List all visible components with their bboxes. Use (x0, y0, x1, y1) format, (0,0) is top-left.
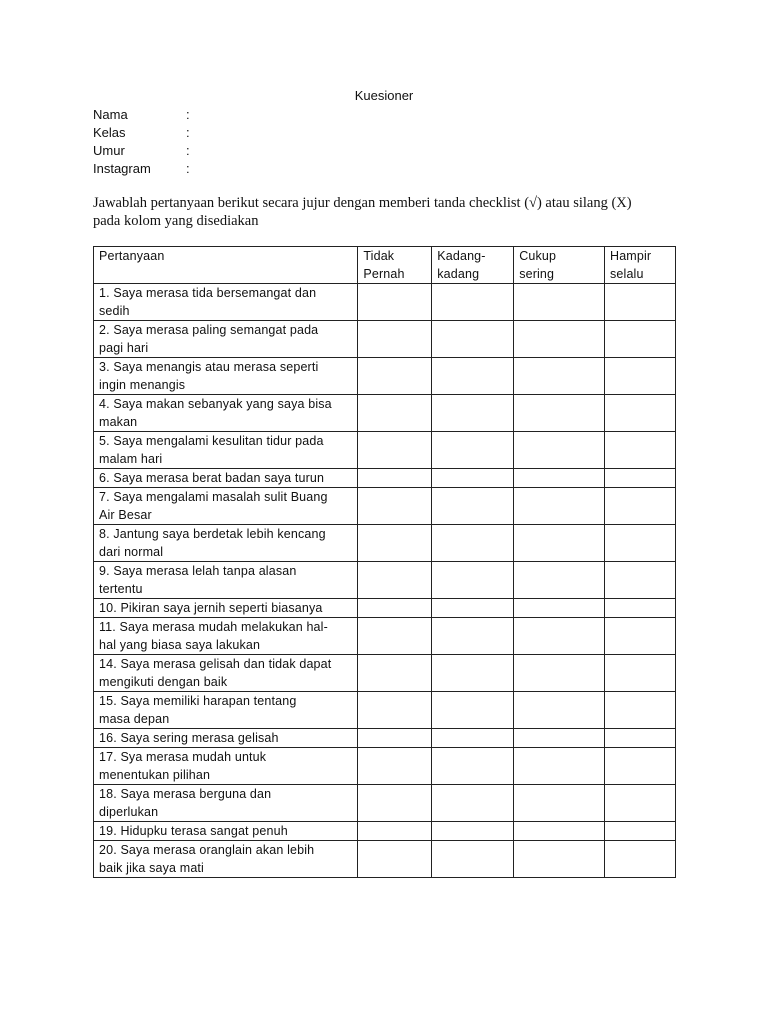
question-line: tertentu (99, 582, 143, 596)
question-line: malam hari (99, 452, 163, 466)
table-row (94, 618, 676, 655)
question-line: 17. Sya merasa mudah untuk (99, 750, 267, 764)
answer-cell-tidak-pernah[interactable] (358, 284, 432, 321)
field-kelas (93, 124, 198, 142)
answer-cell-kadang-kadang[interactable] (432, 599, 514, 618)
table-header-row (94, 247, 676, 284)
field-colon: : (186, 107, 190, 122)
answer-cell-hampir-selalu[interactable] (605, 284, 676, 321)
answer-cell-hampir-selalu[interactable] (605, 358, 676, 395)
answer-cell-tidak-pernah[interactable] (358, 469, 432, 488)
answer-cell-tidak-pernah[interactable] (358, 729, 432, 748)
header-line: kadang (437, 267, 480, 281)
answer-cell-tidak-pernah[interactable] (358, 655, 432, 692)
table-row (94, 358, 676, 395)
header-line: selalu (610, 267, 644, 281)
table-row (94, 599, 676, 618)
question-cell (94, 655, 358, 692)
table-row (94, 469, 676, 488)
answer-cell-cukup-sering[interactable] (514, 432, 605, 469)
answer-cell-hampir-selalu[interactable] (605, 655, 676, 692)
header-option-hampir-selalu (605, 247, 676, 284)
answer-cell-cukup-sering[interactable] (514, 284, 605, 321)
answer-cell-kadang-kadang[interactable] (432, 618, 514, 655)
header-option-tidak-pernah (358, 247, 432, 284)
answer-cell-hampir-selalu[interactable] (605, 395, 676, 432)
header-line: Tidak (363, 249, 395, 263)
question-line: Air Besar (99, 508, 152, 522)
answer-cell-kadang-kadang[interactable] (432, 822, 514, 841)
answer-cell-hampir-selalu[interactable] (605, 729, 676, 748)
field-colon: : (186, 161, 190, 176)
question-line: 2. Saya merasa paling semangat pada (99, 323, 319, 337)
answer-cell-tidak-pernah[interactable] (358, 488, 432, 525)
field-label: Umur (93, 143, 125, 158)
question-line: 15. Saya memiliki harapan tentang (99, 694, 297, 708)
question-line: 7. Saya mengalami masalah sulit Buang (99, 490, 328, 504)
table-row (94, 284, 676, 321)
answer-cell-cukup-sering[interactable] (514, 729, 605, 748)
answer-cell-kadang-kadang[interactable] (432, 785, 514, 822)
answer-cell-tidak-pernah[interactable] (358, 822, 432, 841)
answer-cell-hampir-selalu[interactable] (605, 488, 676, 525)
question-cell (94, 785, 358, 822)
answer-cell-tidak-pernah[interactable] (358, 321, 432, 358)
table-body (94, 284, 676, 878)
answer-cell-hampir-selalu[interactable] (605, 841, 676, 878)
answer-cell-hampir-selalu[interactable] (605, 599, 676, 618)
question-line: 19. Hidupku terasa sangat penuh (99, 824, 288, 838)
answer-cell-cukup-sering[interactable] (514, 692, 605, 729)
answer-cell-kadang-kadang[interactable] (432, 321, 514, 358)
question-line: 5. Saya mengalami kesulitan tidur pada (99, 434, 324, 448)
field-colon: : (186, 143, 190, 158)
question-cell (94, 358, 358, 395)
answer-cell-tidak-pernah[interactable] (358, 358, 432, 395)
table-row (94, 785, 676, 822)
field-nama (93, 106, 198, 124)
answer-cell-kadang-kadang[interactable] (432, 488, 514, 525)
question-line: makan (99, 415, 138, 429)
answer-cell-cukup-sering[interactable] (514, 562, 605, 599)
table-row (94, 488, 676, 525)
answer-cell-hampir-selalu[interactable] (605, 748, 676, 785)
question-line: 14. Saya merasa gelisah dan tidak dapat (99, 657, 332, 671)
header-line: sering (519, 267, 555, 281)
answer-cell-cukup-sering[interactable] (514, 655, 605, 692)
answer-cell-tidak-pernah[interactable] (358, 841, 432, 878)
page-title: Kuesioner (354, 88, 414, 103)
answer-cell-cukup-sering[interactable] (514, 599, 605, 618)
answer-cell-cukup-sering[interactable] (514, 321, 605, 358)
answer-cell-cukup-sering[interactable] (514, 358, 605, 395)
field-umur (93, 142, 198, 160)
question-line: pagi hari (99, 341, 149, 355)
table-row (94, 321, 676, 358)
answer-cell-cukup-sering[interactable] (514, 748, 605, 785)
table-row (94, 655, 676, 692)
answer-cell-hampir-selalu[interactable] (605, 525, 676, 562)
question-cell (94, 432, 358, 469)
question-cell (94, 321, 358, 358)
question-line: 3. Saya menangis atau merasa seperti (99, 360, 319, 374)
question-line: 18. Saya merasa berguna dan (99, 787, 272, 801)
answer-cell-kadang-kadang[interactable] (432, 729, 514, 748)
answer-cell-cukup-sering[interactable] (514, 822, 605, 841)
question-cell (94, 488, 358, 525)
table-row (94, 432, 676, 469)
question-cell (94, 395, 358, 432)
answer-cell-cukup-sering[interactable] (514, 395, 605, 432)
answer-cell-kadang-kadang[interactable] (432, 841, 514, 878)
header-line: Pernah (363, 267, 405, 281)
question-cell (94, 562, 358, 599)
table-row (94, 692, 676, 729)
answer-cell-cukup-sering[interactable] (514, 525, 605, 562)
instruction-line: pada kolom yang disediakan (93, 213, 259, 229)
question-cell (94, 822, 358, 841)
table-row (94, 395, 676, 432)
question-cell (94, 599, 358, 618)
question-line: menentukan pilihan (99, 768, 211, 782)
answer-cell-hampir-selalu[interactable] (605, 321, 676, 358)
questionnaire-table (93, 246, 676, 878)
header-line: Cukup (519, 249, 557, 263)
question-cell (94, 729, 358, 748)
header-option-cukup-sering (514, 247, 605, 284)
question-line: diperlukan (99, 805, 159, 819)
answer-cell-tidak-pernah[interactable] (358, 692, 432, 729)
field-label: Kelas (93, 125, 126, 140)
header-line: Kadang- (437, 249, 486, 263)
question-line: dari normal (99, 545, 164, 559)
question-cell (94, 469, 358, 488)
answer-cell-tidak-pernah[interactable] (358, 395, 432, 432)
answer-cell-cukup-sering[interactable] (514, 488, 605, 525)
question-cell (94, 748, 358, 785)
question-line: masa depan (99, 712, 170, 726)
header-question (94, 247, 358, 284)
identity-fields (93, 106, 198, 178)
instruction-text (93, 194, 683, 230)
answer-cell-kadang-kadang[interactable] (432, 562, 514, 599)
answer-cell-kadang-kadang[interactable] (432, 358, 514, 395)
answer-cell-cukup-sering[interactable] (514, 618, 605, 655)
answer-cell-kadang-kadang[interactable] (432, 525, 514, 562)
answer-cell-hampir-selalu[interactable] (605, 469, 676, 488)
table-row (94, 748, 676, 785)
question-cell (94, 841, 358, 878)
answer-cell-hampir-selalu[interactable] (605, 562, 676, 599)
question-cell (94, 618, 358, 655)
question-line: mengikuti dengan baik (99, 675, 228, 689)
answer-cell-hampir-selalu[interactable] (605, 692, 676, 729)
answer-cell-hampir-selalu[interactable] (605, 432, 676, 469)
answer-cell-kadang-kadang[interactable] (432, 284, 514, 321)
answer-cell-cukup-sering[interactable] (514, 469, 605, 488)
answer-cell-kadang-kadang[interactable] (432, 469, 514, 488)
header-option-kadang-kadang (432, 247, 514, 284)
header-question-label: Pertanyaan (99, 249, 165, 263)
question-line: 6. Saya merasa berat badan saya turun (99, 471, 325, 485)
question-line: baik jika saya mati (99, 861, 204, 875)
answer-cell-kadang-kadang[interactable] (432, 748, 514, 785)
field-colon: : (186, 125, 190, 140)
question-line: 10. Pikiran saya jernih seperti biasanya (99, 601, 323, 615)
answer-cell-kadang-kadang[interactable] (432, 395, 514, 432)
question-line: hal yang biasa saya lakukan (99, 638, 261, 652)
table-row (94, 525, 676, 562)
answer-cell-tidak-pernah[interactable] (358, 432, 432, 469)
answer-cell-cukup-sering[interactable] (514, 841, 605, 878)
answer-cell-tidak-pernah[interactable] (358, 525, 432, 562)
answer-cell-kadang-kadang[interactable] (432, 692, 514, 729)
answer-cell-tidak-pernah[interactable] (358, 599, 432, 618)
answer-cell-tidak-pernah[interactable] (358, 618, 432, 655)
question-line: 8. Jantung saya berdetak lebih kencang (99, 527, 326, 541)
question-cell (94, 284, 358, 321)
field-label: Instagram (93, 161, 151, 176)
question-line: sedih (99, 304, 130, 318)
question-line: 11. Saya merasa mudah melakukan hal- (99, 620, 328, 634)
field-label: Nama (93, 107, 128, 122)
instruction-line: Jawablah pertanyaan berikut secara jujur dengan memberi tanda checklist (√) atau silang (X) (93, 195, 632, 211)
question-cell (94, 692, 358, 729)
table-row (94, 729, 676, 748)
question-cell (94, 525, 358, 562)
answer-cell-kadang-kadang[interactable] (432, 432, 514, 469)
answer-cell-hampir-selalu[interactable] (605, 822, 676, 841)
question-line: 20. Saya merasa oranglain akan lebih (99, 843, 315, 857)
field-instagram (93, 160, 198, 178)
question-line: 1. Saya merasa tida bersemangat dan (99, 286, 317, 300)
question-line: 4. Saya makan sebanyak yang saya bisa (99, 397, 332, 411)
answer-cell-tidak-pernah[interactable] (358, 748, 432, 785)
answer-cell-tidak-pernah[interactable] (358, 785, 432, 822)
answer-cell-hampir-selalu[interactable] (605, 785, 676, 822)
table-row (94, 822, 676, 841)
table-row (94, 841, 676, 878)
header-line: Hampir (610, 249, 652, 263)
question-line: ingin menangis (99, 378, 186, 392)
table-row (94, 562, 676, 599)
answer-cell-tidak-pernah[interactable] (358, 562, 432, 599)
answer-cell-cukup-sering[interactable] (514, 785, 605, 822)
answer-cell-hampir-selalu[interactable] (605, 618, 676, 655)
answer-cell-kadang-kadang[interactable] (432, 655, 514, 692)
question-line: 16. Saya sering merasa gelisah (99, 731, 279, 745)
question-line: 9. Saya merasa lelah tanpa alasan (99, 564, 297, 578)
